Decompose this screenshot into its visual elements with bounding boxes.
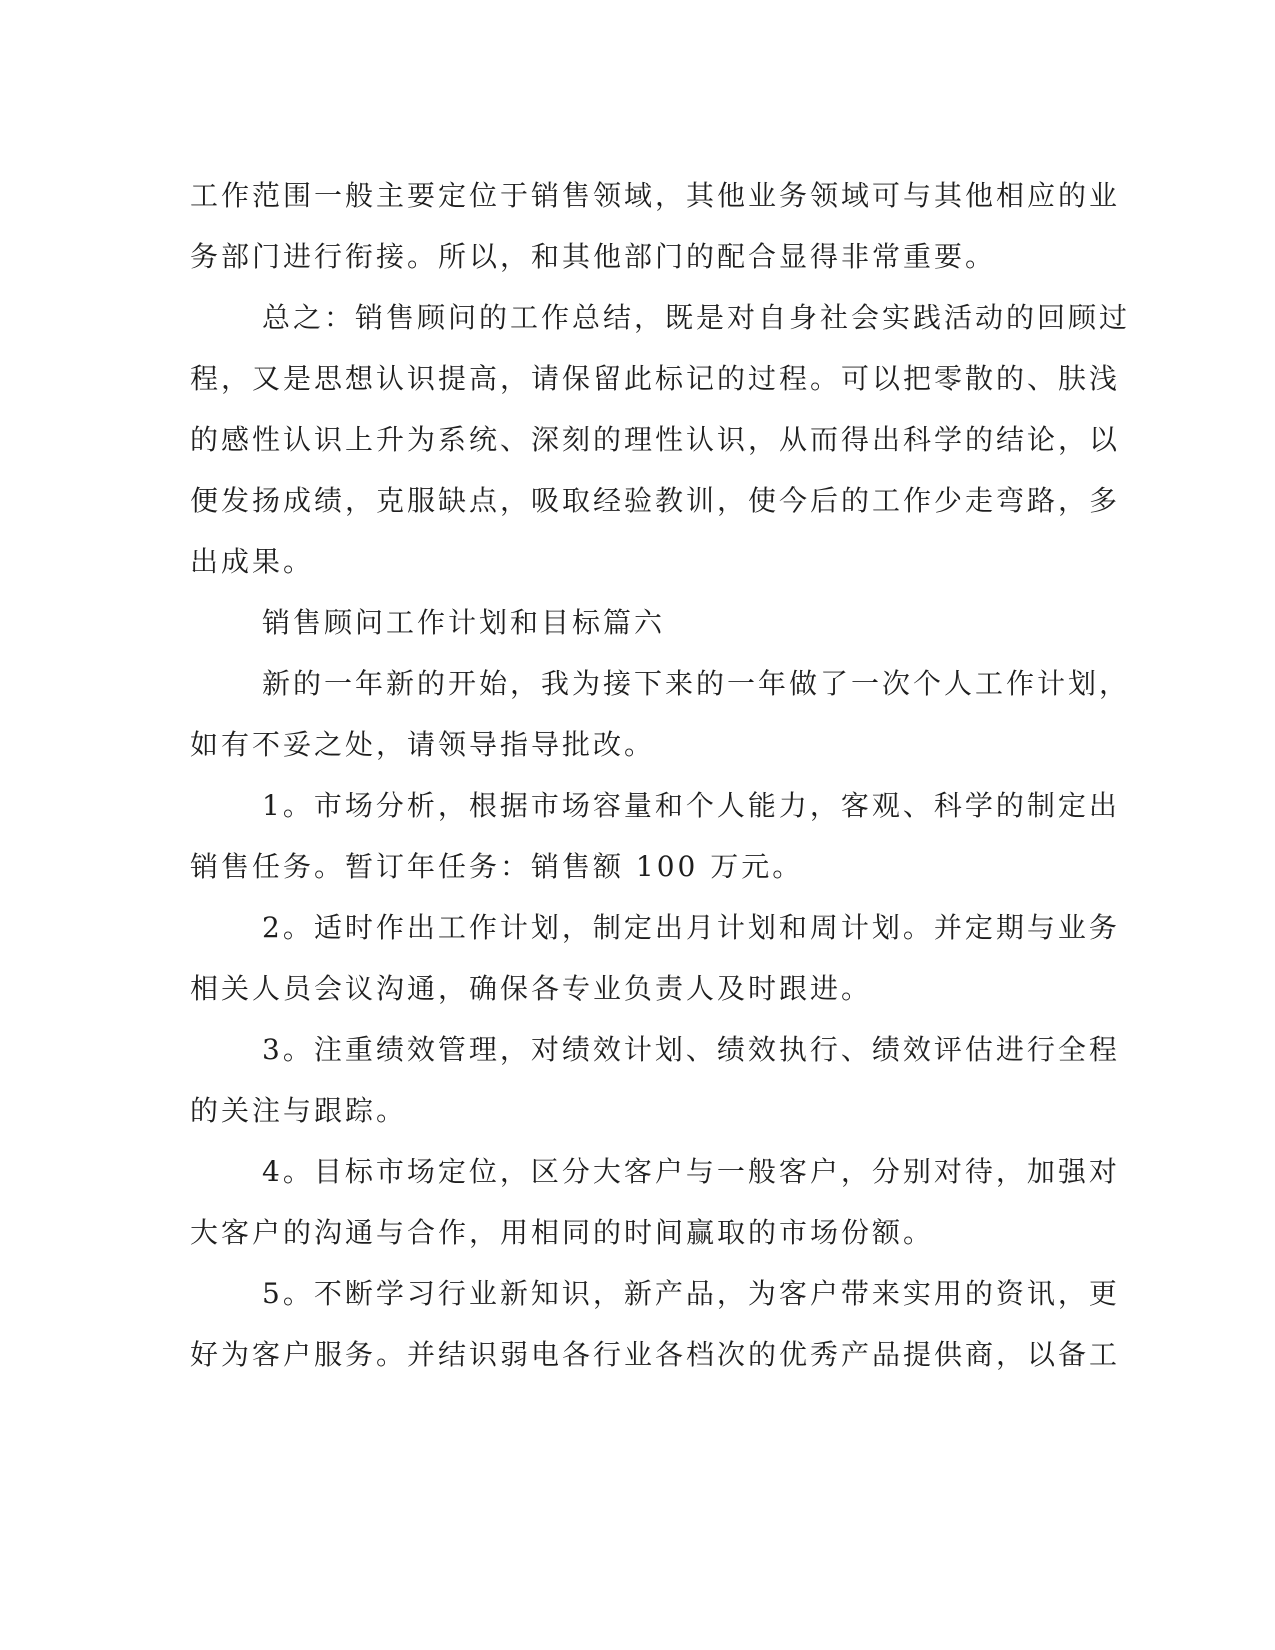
text-line: 如有不妥之处，请领导指导批改。: [190, 728, 656, 761]
paragraph-summary: [190, 287, 1131, 592]
text-line: 工作范围一般主要定位于销售领域，其他业务领域可与其他相应的业: [190, 179, 1121, 212]
text-line: 1。市场分析，根据市场容量和个人能力，客观、科学的制定出: [262, 789, 1120, 822]
section-heading: [190, 592, 1070, 653]
text-line: 3。注重绩效管理，对绩效计划、绩效执行、绩效评估进行全程: [262, 1033, 1120, 1066]
heading-text: 销售顾问工作计划和目标篇六: [262, 606, 666, 639]
list-item-3: [190, 1019, 1120, 1141]
text-line: 4。目标市场定位，区分大客户与一般客户，分别对待，加强对: [262, 1155, 1120, 1188]
text-line: 的感性认识上升为系统、深刻的理性认识，从而得出科学的结论，以: [190, 423, 1121, 456]
text-line: 程，又是思想认识提高，请保留此标记的过程。可以把零散的、肤浅: [190, 362, 1121, 395]
list-item-4: [190, 1141, 1120, 1263]
document-body: [190, 165, 1131, 1385]
text-line: 便发扬成绩，克服缺点，吸取经验教训，使今后的工作少走弯路，多: [190, 484, 1121, 517]
text-line: 好为客户服务。并结识弱电各行业各档次的优秀产品提供商，以备工: [190, 1338, 1121, 1371]
text-line: 相关人员会议沟通，确保各专业负责人及时跟进。: [190, 972, 873, 1005]
paragraph-intro: [190, 653, 1131, 775]
text-line: 2。适时作出工作计划，制定出月计划和周计划。并定期与业务: [262, 911, 1120, 944]
text-line: 新的一年新的开始，我为接下来的一年做了一次个人工作计划，: [262, 667, 1131, 700]
text-line: 5。不断学习行业新知识，新产品，为客户带来实用的资讯，更: [262, 1277, 1120, 1310]
text-line: 出成果。: [190, 545, 315, 578]
text-line: 大客户的沟通与合作，用相同的时间赢取的市场份额。: [190, 1216, 935, 1249]
list-item-2: [190, 897, 1120, 1019]
list-item-5: [190, 1263, 1121, 1385]
text-line: 的关注与跟踪。: [190, 1094, 408, 1127]
text-line: 销售任务。暂订年任务：销售额 100 万元。: [190, 850, 804, 883]
text-line: 总之：销售顾问的工作总结，既是对自身社会实践活动的回顾过: [262, 301, 1131, 334]
list-item-1: [190, 775, 1120, 897]
text-line: 务部门进行衔接。所以，和其他部门的配合显得非常重要。: [190, 240, 997, 273]
paragraph-scope: [190, 165, 1121, 287]
